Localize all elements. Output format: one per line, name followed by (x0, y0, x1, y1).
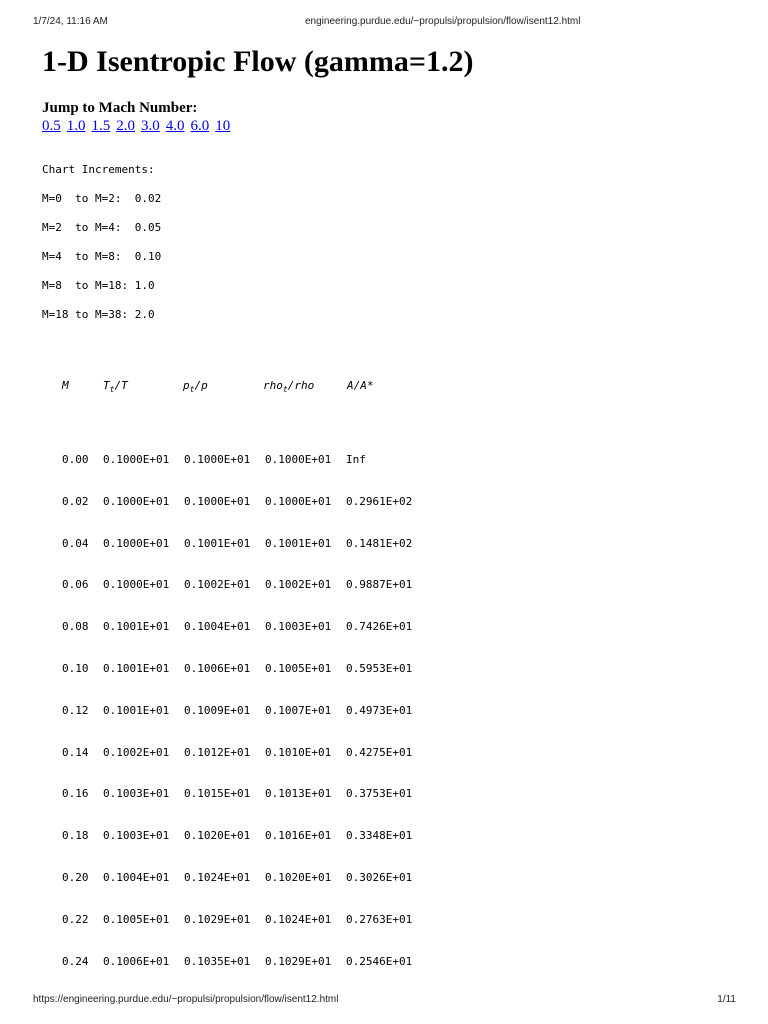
table-row (0, 913, 768, 927)
table-cell: 0.1024E+01 (265, 913, 332, 926)
column-header-area-ratio: A/A* (347, 379, 374, 392)
column-header-pressure-ratio: $p_t/p$ (183, 379, 208, 395)
increment-line: M=4 to M=8: 0.10 (42, 250, 162, 263)
table-cell: 0.3348E+01 (346, 829, 413, 842)
table-row (0, 829, 768, 843)
print-footer (0, 994, 768, 1008)
table-cell: 0.3753E+01 (346, 787, 413, 800)
table-cell: 0.7426E+01 (346, 620, 413, 633)
table-cell: 0.1035E+01 (184, 955, 251, 968)
table-cell: 0.1005E+01 (265, 662, 332, 675)
table-cell: 0.1004E+01 (184, 620, 251, 633)
table-row (0, 704, 768, 718)
table-cell: 0.1000E+01 (184, 453, 251, 466)
table-cell: 0.1029E+01 (184, 913, 251, 926)
page-title: 1-D Isentropic Flow (gamma=1.2) (42, 45, 474, 78)
table-row (0, 955, 768, 969)
jump-link-4-0[interactable]: 4.0 (165, 118, 185, 134)
column-header-temperature-ratio: $T_t/T$ (103, 379, 128, 395)
table-cell: 0.1029E+01 (265, 955, 332, 968)
print-header (0, 16, 768, 30)
table-cell: 0.12 (62, 704, 89, 717)
table-cell: Inf (346, 453, 366, 466)
page-number: 1/11 (717, 994, 736, 1005)
table-cell: 0.1020E+01 (184, 829, 251, 842)
increments-heading: Chart Increments: (42, 163, 155, 176)
table-cell: 0.1001E+01 (103, 662, 170, 675)
table-cell: 0.1012E+01 (184, 746, 251, 759)
table-cell: 0.1001E+01 (184, 537, 251, 550)
table-row (0, 537, 768, 551)
table-cell: 0.1006E+01 (103, 955, 170, 968)
jump-link-6-0[interactable]: 6.0 (190, 118, 210, 134)
table-cell: 0.1481E+02 (346, 537, 413, 550)
table-cell: 0.18 (62, 829, 89, 842)
table-cell: 0.2961E+02 (346, 495, 413, 508)
table-cell: 0.1006E+01 (184, 662, 251, 675)
jump-link-1-5[interactable]: 1.5 (91, 118, 111, 134)
table-row (0, 578, 768, 592)
table-row (0, 453, 768, 467)
table-cell: 0.1000E+01 (103, 578, 170, 591)
table-cell: 0.1020E+01 (265, 871, 332, 884)
jump-link-10[interactable]: 10 (215, 118, 231, 134)
table-cell: 0.1002E+01 (265, 578, 332, 591)
table-cell: 0.1015E+01 (184, 787, 251, 800)
jump-link-0-5[interactable]: 0.5 (42, 118, 61, 134)
jump-link-1-0[interactable]: 1.0 (66, 118, 86, 134)
print-header-url: engineering.purdue.edu/~propulsi/propulsion/flow/isent12.html (305, 16, 581, 27)
table-cell: 0.1007E+01 (265, 704, 332, 717)
table-cell: 0.04 (62, 537, 89, 550)
table-cell: 0.1003E+01 (265, 620, 332, 633)
print-datetime: 1/7/24, 11:16 AM (33, 16, 108, 27)
table-cell: 0.16 (62, 787, 89, 800)
table-row (0, 495, 768, 509)
column-header-mach: M (62, 379, 69, 392)
table-cell: 0.4973E+01 (346, 704, 413, 717)
table-cell: 0.1016E+01 (265, 829, 332, 842)
table-cell: 0.5953E+01 (346, 662, 413, 675)
table-cell: 0.20 (62, 871, 89, 884)
table-cell: 0.14 (62, 746, 89, 759)
table-cell: 0.1024E+01 (184, 871, 251, 884)
table-cell: 0.1001E+01 (103, 704, 170, 717)
table-cell: 0.1000E+01 (265, 453, 332, 466)
print-footer-url: https://engineering.purdue.edu/~propulsi/propulsion/flow/isent12.html (33, 994, 339, 1005)
jump-heading: Jump to Mach Number: (42, 100, 198, 116)
table-row (0, 620, 768, 634)
table-cell: 0.00 (62, 453, 89, 466)
table-cell: 0.10 (62, 662, 89, 675)
table-cell: 0.2763E+01 (346, 913, 413, 926)
table-cell: 0.1000E+01 (265, 495, 332, 508)
table-cell: 0.1010E+01 (265, 746, 332, 759)
table-cell: 0.1000E+01 (103, 537, 170, 550)
column-header-density-ratio: rho$_t$/rho (263, 379, 315, 395)
table-cell: 0.1000E+01 (103, 453, 170, 466)
increment-line: M=0 to M=2: 0.02 (42, 192, 162, 205)
table-row (0, 746, 768, 760)
table-cell: 0.24 (62, 955, 89, 968)
table-cell: 0.1000E+01 (103, 495, 170, 508)
table-row (0, 662, 768, 676)
table-cell: 0.22 (62, 913, 89, 926)
table-cell: 0.3026E+01 (346, 871, 413, 884)
table-cell: 0.1009E+01 (184, 704, 251, 717)
table-cell: 0.08 (62, 620, 89, 633)
table-cell: 0.1003E+01 (103, 829, 170, 842)
table-cell: 0.1000E+01 (184, 495, 251, 508)
table-cell: 0.1001E+01 (103, 620, 170, 633)
table-cell: 0.1003E+01 (103, 787, 170, 800)
table-cell: 0.06 (62, 578, 89, 591)
increment-line: M=18 to M=38: 2.0 (42, 308, 155, 321)
jump-link-3-0[interactable]: 3.0 (141, 118, 160, 134)
table-cell: 0.02 (62, 495, 89, 508)
jump-links (42, 117, 236, 135)
table-cell: 0.1013E+01 (265, 787, 332, 800)
jump-link-2-0[interactable]: 2.0 (116, 118, 135, 134)
table-cell: 0.1005E+01 (103, 913, 170, 926)
table-cell: 0.2546E+01 (346, 955, 413, 968)
table-row (0, 787, 768, 801)
table-cell: 0.1002E+01 (103, 746, 170, 759)
table-cell: 0.1002E+01 (184, 578, 251, 591)
table-cell: 0.1004E+01 (103, 871, 170, 884)
increment-line: M=2 to M=4: 0.05 (42, 221, 162, 234)
table-cell: 0.1001E+01 (265, 537, 332, 550)
increment-line: M=8 to M=18: 1.0 (42, 279, 155, 292)
table-cell: 0.4275E+01 (346, 746, 413, 759)
table-row (0, 871, 768, 885)
table-cell: 0.9887E+01 (346, 578, 413, 591)
